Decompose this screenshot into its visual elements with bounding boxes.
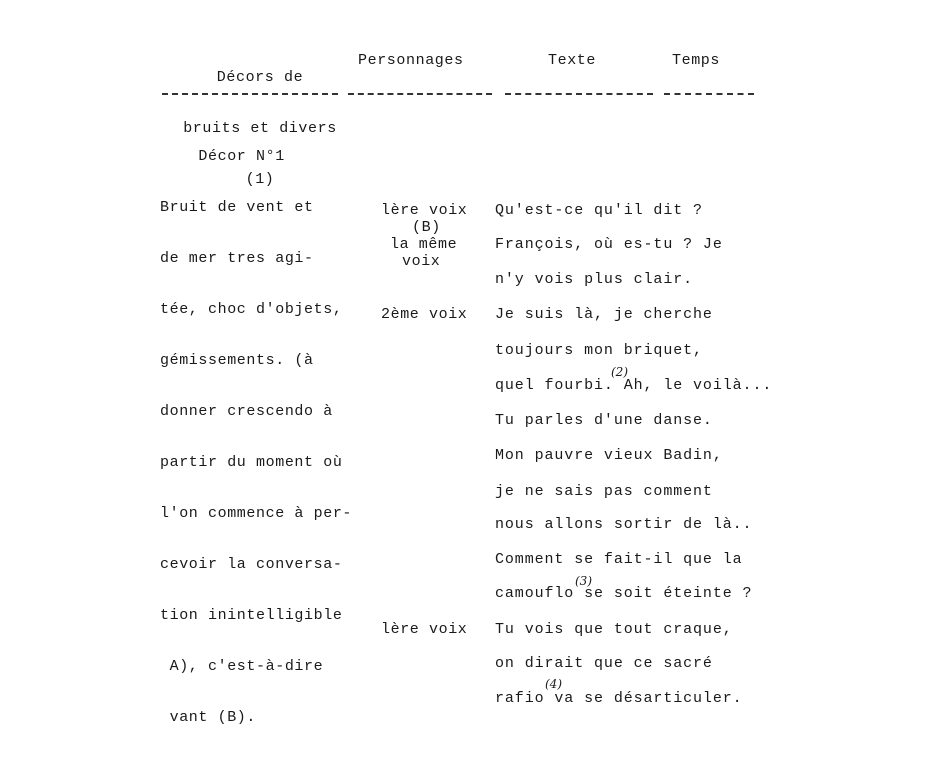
dialogue-line: François, où es-tu ? Je [495,236,723,253]
dialogue-line: on dirait que ce sacré [495,655,713,672]
decor-line: donner crescendo à [160,403,333,420]
footnote-marker: (4) [545,677,562,691]
header-temps: Temps [672,52,721,69]
header-rule-personnages [348,93,492,95]
dialogue-line: je ne sais pas comment [495,483,713,500]
dialogue-line: Tu parles d'une danse. [495,412,713,429]
header-decors-line2: bruits et divers [183,120,337,137]
decor-line: tion inintelligible [160,607,343,624]
speaker-label: la même [390,236,458,253]
header-decors-line1: Décors de [216,69,304,86]
dialogue-line: Comment se fait-il que la [495,551,743,568]
dialogue-line: quel fourbi. Ah, le voilà... [495,377,773,394]
decor-line: Bruit de vent et [160,199,314,216]
decor-line: tée, choc d'objets, [160,301,343,318]
header-decors-line3: (1) [245,171,275,188]
decor-line: partir du moment où [160,454,343,471]
dialogue-line: n'y vois plus clair. [495,271,694,288]
dialogue-line: Qu'est-ce qu'il dit ? [495,202,703,219]
decor-line: l'on commence à per- [160,505,353,522]
decor-line: A), c'est-à-dire [160,658,324,675]
dialogue-line: toujours mon briquet, [495,342,703,359]
decor-line: vant (B). [160,709,257,726]
decor-line: Décor N°1 [160,148,285,165]
speaker-label: voix [402,253,441,270]
speaker-label: 2ème voix [381,306,468,323]
header-rule-decors [162,93,338,95]
dialogue-line: nous allons sortir de là.. [495,516,753,533]
dialogue-line: camouflo se soit éteinte ? [495,585,753,602]
decor-line: de mer tres agi- [160,250,314,267]
speaker-note: (B) [412,219,441,236]
decor-line: gémissements. (à [160,352,314,369]
speaker-label: lère voix [381,621,468,638]
dialogue-line: Mon pauvre vieux Badin, [495,447,723,464]
header-rule-temps [664,93,754,95]
decor-notes [160,114,352,760]
decor-line: cevoir la conversa- [160,556,343,573]
header-personnages: Personnages [358,52,464,69]
dialogue-line: Je suis là, je cherche [495,306,713,323]
footnote-marker: (2) [611,365,628,379]
dialogue-line: rafio va se désarticuler. [495,690,743,707]
footnote-marker: (3) [575,574,592,588]
header-texte: Texte [548,52,597,69]
header-rule-texte [505,93,653,95]
dialogue-line: Tu vois que tout craque, [495,621,733,638]
speaker-label: lère voix [381,202,468,219]
